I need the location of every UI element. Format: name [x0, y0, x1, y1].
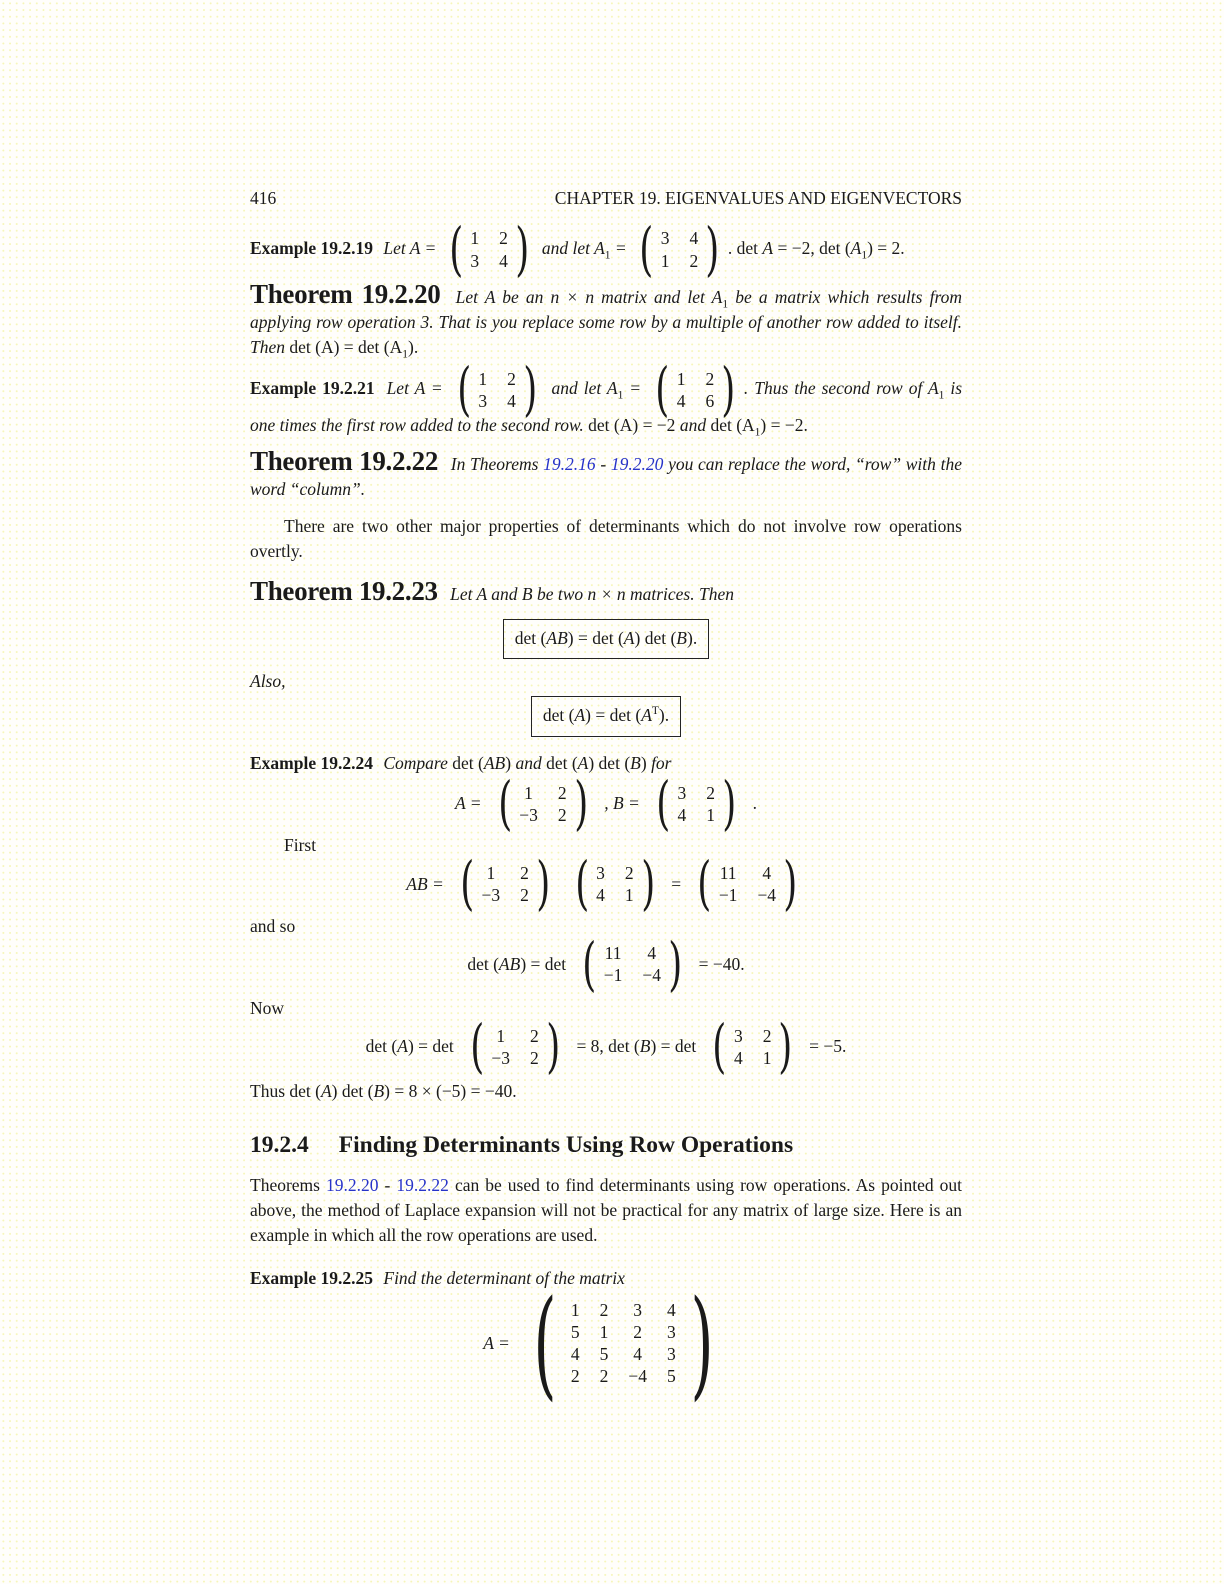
matrix-cell: 1: [599, 1321, 609, 1342]
math-run: ) = det: [520, 954, 567, 975]
display-det-A-det-B: [250, 1012, 962, 1081]
matrix-paren-right: ): [515, 214, 530, 283]
matrix-cell: 4: [499, 250, 508, 271]
math-run: ) det (: [331, 1080, 374, 1101]
math-run: and let A: [541, 237, 605, 258]
matrix-cell: −3: [491, 1047, 511, 1068]
matrix-cell: 1: [486, 862, 496, 883]
math-run: =: [614, 237, 627, 258]
math-run: AB =: [406, 873, 444, 894]
matrix-cell: 2: [520, 862, 529, 883]
paragraph-properties: There are two other major properties of determinants which do not involve row operations overtly.: [250, 516, 962, 561]
matrix-cell: 11: [719, 862, 737, 883]
math-run: Let A =: [386, 377, 443, 398]
math-run: ): [640, 753, 647, 774]
math-run: [366, 1034, 454, 1059]
theorem-label: Theorem 19.2.23: [250, 575, 438, 606]
math-run: . det: [727, 237, 758, 258]
math-run: = −5.: [809, 1036, 847, 1057]
matrix-cell: −3: [519, 804, 538, 825]
math-run: AB: [498, 954, 521, 975]
math-run: = −40.: [698, 954, 745, 975]
matrix-cell: 4: [570, 1344, 580, 1365]
matrix-A1: [651, 354, 740, 423]
matrix-cell: 4: [633, 1344, 643, 1365]
math-run: A: [397, 1036, 408, 1057]
matrix-cell: 4: [689, 228, 699, 249]
math-run: and: [515, 753, 542, 774]
matrix-cell: 4: [647, 943, 657, 964]
matrix-A: [453, 354, 542, 423]
matrix-cell: 2: [633, 1321, 643, 1342]
matrix-cell: 1: [624, 885, 634, 906]
math-run: ) = det (: [567, 627, 624, 648]
matrix-paren-left: (: [457, 354, 472, 423]
matrix-cell: −4: [628, 1366, 647, 1387]
also-text: Also,: [250, 671, 286, 692]
math-run: det (: [514, 627, 547, 648]
matrix-cell: 3: [660, 228, 670, 249]
theorem-19-2-20: [250, 281, 962, 360]
matrix-cell: 2: [762, 1025, 772, 1046]
theorem-text: Let A and B be two n × n matrices. Then: [450, 583, 734, 604]
math-run: det (A) = det (A: [289, 337, 403, 358]
matrix-cell: 4: [507, 390, 516, 411]
theorem-text: In Theorems: [450, 454, 539, 475]
subscript: 1: [938, 389, 945, 402]
math-run: =: [671, 873, 682, 894]
equation-det-transpose: [250, 696, 962, 737]
matrix-paren-right: ): [640, 849, 655, 918]
matrix-paren-left: (: [712, 1012, 727, 1081]
and-so-text: and so: [250, 915, 296, 936]
matrix-cell: 4: [677, 804, 687, 825]
math-run: [576, 1034, 696, 1059]
display-det-AB: [250, 929, 962, 998]
matrix-paren-right: ): [523, 354, 538, 423]
math-run: B: [373, 1080, 385, 1101]
matrix-cell: 2: [557, 804, 567, 825]
math-run: Thus det (: [250, 1080, 321, 1101]
matrix-B: [708, 1012, 797, 1081]
matrix-cell: 3: [633, 1299, 643, 1320]
matrix-cell: 3: [666, 1344, 676, 1365]
paragraph-row-operations: [250, 1173, 962, 1248]
math-run: ) = −2.: [760, 415, 808, 436]
math-run: ) det (: [588, 753, 631, 774]
matrix-cell: 1: [762, 1047, 772, 1068]
example-19-2-19: [250, 214, 962, 283]
matrix-A: [456, 849, 555, 918]
matrix-paren-left: (: [460, 849, 475, 918]
link-19-2-20[interactable]: 19.2.20: [610, 454, 664, 475]
math-run: det (: [365, 1036, 398, 1057]
subscript: 1: [604, 249, 611, 262]
math-run: =: [629, 377, 642, 398]
math-run: = 8, det (: [576, 1036, 640, 1057]
math-run: A: [577, 753, 589, 774]
theorem-text: you can replace the word, “row” with the word “column”.: [250, 454, 962, 500]
link-19-2-16[interactable]: 19.2.16: [543, 454, 596, 475]
matrix-paren-left: (: [497, 768, 512, 837]
matrix-paren-left: (: [533, 1273, 557, 1412]
matrix-cell: −1: [718, 885, 738, 906]
math-run: , B =: [604, 793, 640, 814]
math-run: det (: [452, 753, 484, 774]
matrix-cell: 1: [524, 782, 533, 803]
matrix-AB: [693, 849, 802, 918]
matrix-AB: [578, 929, 687, 998]
math-run: A: [574, 705, 586, 726]
matrix-cell: 2: [624, 862, 634, 883]
chapter-header: CHAPTER 19. EIGENVALUES AND EIGENVECTORS: [554, 188, 962, 208]
matrix-paren-right: ): [668, 929, 683, 998]
matrix-B: [652, 768, 741, 837]
matrix-paren-left: (: [470, 1012, 485, 1081]
matrix-paren-left: (: [574, 849, 589, 918]
matrix-cell: 1: [496, 1025, 506, 1046]
link-19-2-22[interactable]: 19.2.22: [396, 1175, 449, 1196]
page-number: 416: [250, 188, 277, 208]
body-text: can be used to find determinants using row operations. As pointed out above, the method of Laplace expansion will not be practical for any matrix of large size. Here is an example in which all the row operations are used.: [250, 1175, 963, 1245]
math-run: ) = det (: [585, 705, 642, 726]
math-run: for: [651, 753, 672, 774]
matrix-cell: −4: [642, 965, 662, 986]
math-run: and: [679, 415, 707, 436]
dash: -: [600, 454, 607, 475]
subscript: 1: [617, 389, 624, 402]
matrix-paren-left: (: [449, 214, 464, 283]
matrix-cell: 2: [599, 1366, 609, 1387]
matrix-cell: 1: [706, 804, 715, 825]
math-run: A: [850, 237, 862, 258]
math-run: is one times the first row added to the second row.: [250, 377, 963, 436]
thus-line: [250, 1079, 962, 1104]
matrix-cell: 6: [705, 390, 715, 411]
running-header: [250, 186, 962, 211]
example-19-2-21: [250, 354, 963, 439]
matrix-cell: 1: [660, 250, 670, 271]
theorem-19-2-23: [250, 575, 962, 607]
matrix-cell: 4: [762, 862, 772, 883]
math-run: . Thus the second row of A: [743, 377, 939, 398]
math-run: det (A) = −2: [588, 415, 676, 436]
matrix-cell: 11: [604, 943, 622, 964]
equation-det-product: [250, 619, 962, 660]
math-run: ) = 2.: [867, 237, 905, 258]
link-19-2-20[interactable]: 19.2.20: [326, 1175, 379, 1196]
matrix-cell: −4: [757, 885, 777, 906]
math-run: det (: [546, 753, 578, 774]
matrix-paren-right: ): [546, 1012, 561, 1081]
matrix-cell: 4: [733, 1047, 743, 1068]
math-run: ).: [408, 337, 419, 358]
theorem-19-2-22: [250, 448, 962, 502]
dash: -: [384, 1175, 391, 1196]
matrix-cell: 4: [666, 1299, 676, 1320]
math-run: B: [676, 627, 687, 648]
math-run: det (: [467, 954, 499, 975]
example-label: Example 19.2.19: [250, 237, 373, 258]
matrix-cell: 1: [676, 368, 686, 389]
math-run: A =: [483, 1332, 510, 1353]
matrix-cell: 2: [530, 1047, 539, 1068]
matrix-paren-right: ): [705, 214, 720, 283]
math-run: A: [762, 237, 774, 258]
theorem-label: Theorem 19.2.20: [250, 279, 441, 310]
matrix-cell: 3: [596, 862, 605, 883]
math-run: A =: [455, 793, 482, 814]
theorem-text: be a matrix which results from applying row operation 3. That is you replace some row by a multiple of another row added to itself. Then: [250, 287, 963, 358]
matrix-A: [494, 768, 593, 837]
matrix-cell: −1: [603, 965, 623, 986]
matrix-cell: 2: [557, 782, 567, 803]
matrix-paren-right: ): [722, 768, 737, 837]
matrix-cell: 2: [705, 368, 715, 389]
superscript: T: [651, 705, 659, 718]
math-run: = −2, det (: [777, 237, 851, 258]
math-run: AB: [483, 753, 506, 774]
matrix-cell: 3: [666, 1321, 676, 1342]
matrix-cell: 5: [599, 1344, 609, 1365]
math-run: ).: [687, 627, 698, 648]
boxed-equation: [531, 696, 681, 737]
matrix-A1: [635, 214, 724, 283]
matrix-paren-right: ): [536, 849, 551, 918]
matrix-paren-right: ): [783, 849, 798, 918]
section-title: Finding Determinants Using Row Operations: [338, 1132, 794, 1159]
matrix-paren-left: (: [697, 849, 712, 918]
matrix-A: [445, 214, 534, 283]
matrix-cell: 2: [507, 368, 516, 389]
example-label: Example 19.2.24: [250, 753, 373, 774]
theorem-text: Let A be an n × n matrix and let A: [455, 287, 723, 308]
math-run: B: [639, 1036, 651, 1057]
matrix-paren-left: (: [656, 768, 671, 837]
body-text: Theorems: [250, 1175, 320, 1196]
math-run: det (A: [710, 415, 755, 436]
theorem-label: Theorem 19.2.22: [250, 446, 439, 477]
matrix-cell: 3: [733, 1025, 743, 1046]
matrix-cell: 4: [676, 390, 686, 411]
first-text: First: [284, 835, 317, 856]
matrix-cell: −3: [481, 885, 501, 906]
math-run: Find the determinant of the matrix: [383, 1267, 625, 1288]
matrix-cell: 3: [677, 782, 687, 803]
math-run: ).: [658, 705, 670, 726]
display-AB-product: [250, 849, 962, 918]
math-run: Let A =: [383, 237, 437, 258]
matrix-cell: 2: [570, 1366, 580, 1387]
math-run: Compare: [383, 753, 448, 774]
subscript: 1: [754, 426, 761, 439]
math-run: A: [641, 705, 652, 726]
matrix-cell: 2: [530, 1025, 539, 1046]
matrix-paren-right: ): [690, 1273, 714, 1412]
math-run: A: [623, 627, 635, 648]
matrix-paren-left: (: [582, 929, 597, 998]
matrix-A-4x4: [522, 1273, 725, 1412]
math-run: [467, 952, 566, 977]
matrix-cell: 2: [499, 228, 508, 249]
subscript: 1: [722, 298, 729, 311]
math-run: ) = det: [407, 1036, 454, 1057]
math-run: and let A: [551, 377, 618, 398]
matrix-cell: 5: [666, 1366, 676, 1387]
matrix-cell: 3: [478, 390, 488, 411]
matrix-paren-right: ): [573, 768, 588, 837]
display-A-B-definition: [250, 768, 962, 837]
matrix-B: [571, 849, 660, 918]
math-run: ): [505, 753, 512, 774]
math-run: det (: [542, 705, 575, 726]
matrix-paren-left: (: [655, 354, 670, 423]
math-run: ) = 8 × (−5) = −40.: [384, 1080, 517, 1101]
matrix-paren-right: ): [778, 1012, 793, 1081]
matrix-paren-left: (: [639, 214, 654, 283]
math-run: AB: [546, 627, 568, 648]
math-run: .: [752, 793, 757, 814]
matrix-cell: 3: [470, 250, 480, 271]
section-heading-19-2-4: [250, 1133, 962, 1159]
math-run: A: [320, 1080, 332, 1101]
matrix-cell: 1: [470, 228, 480, 249]
matrix-cell: 2: [706, 782, 715, 803]
math-run: B: [630, 753, 641, 774]
example-label: Example 19.2.25: [250, 1267, 373, 1288]
matrix-cell: 2: [599, 1299, 609, 1320]
matrix-paren-right: ): [721, 354, 736, 423]
matrix-cell: 1: [570, 1299, 580, 1320]
math-run: ) = det: [650, 1036, 697, 1057]
example-19-2-24: [250, 751, 962, 776]
matrix-cell: 2: [689, 250, 699, 271]
matrix-A: [466, 1012, 565, 1081]
math-run: ) det (: [634, 627, 677, 648]
example-label: Example 19.2.21: [250, 377, 375, 398]
subscript: 1: [861, 249, 868, 262]
matrix-cell: 4: [596, 885, 605, 906]
boxed-equation: [503, 619, 709, 660]
subscript: 1: [402, 348, 409, 361]
matrix-cell: 2: [520, 885, 529, 906]
matrix-cell: 5: [570, 1321, 580, 1342]
example-19-2-25: [250, 1266, 962, 1291]
section-number: 19.2.4: [250, 1132, 309, 1159]
matrix-cell: 1: [478, 368, 488, 389]
now-text: Now: [250, 998, 285, 1019]
